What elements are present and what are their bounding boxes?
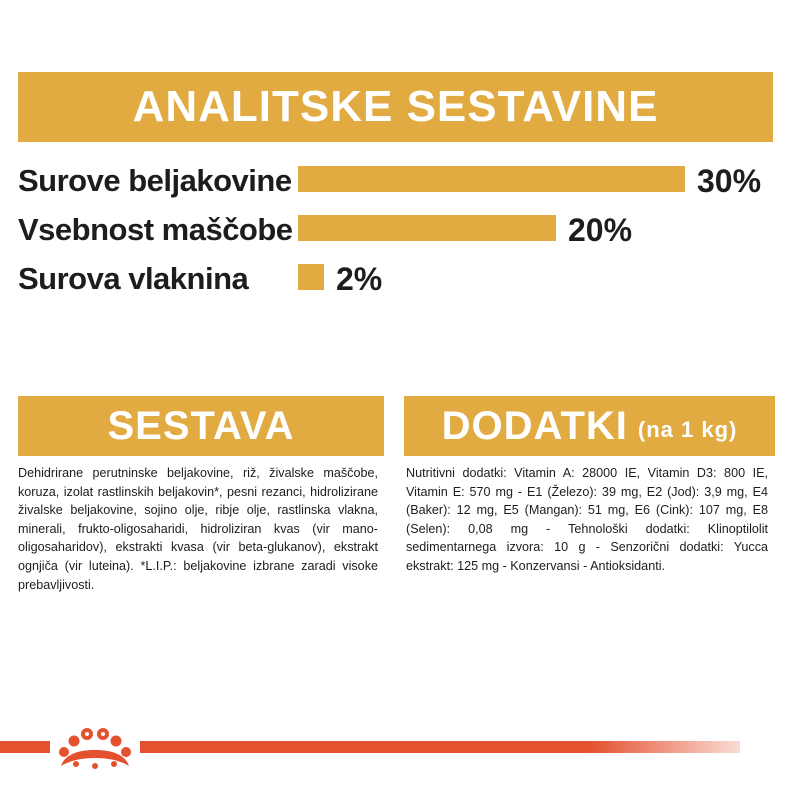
nutrient-bar xyxy=(298,215,556,241)
nutrient-row-fibre xyxy=(18,259,778,299)
footer-line-right xyxy=(140,741,740,753)
nutrient-row-fat xyxy=(18,210,778,250)
additives-title-banner xyxy=(404,396,775,456)
analysis-title-banner xyxy=(18,72,773,142)
composition-text: Dehidrirane perutninske beljakovine, riž, živalske maščobe, koruza, izolat rastlinskih beljakovin*, pesni rezanci, hidrolizirane živalske beljakovine, sojino olje, ribje olje, rastlinska vlakna, minerali, frukto-oligosaharidi, hidroliziran kvas (vir mano-oligosaharidov), ekstrakti kvasa (vir beta-glukanov), ekstrakt ognjiča (vir luteina). *L.I.P.: beljakovine izbrane zaradi visoke prebavljivosti. xyxy=(18,466,378,592)
additives-title-note: (na 1 kg) xyxy=(637,417,738,442)
nutrient-bar xyxy=(298,264,324,290)
additives-text: Nutritivni dodatki: Vitamin A: 28000 IE, Vitamin D3: 800 IE, Vitamin E: 570 mg - E1 (Železo): 39 mg, E2 (Jod): 3,9 mg, E4 (Baker): 12 mg, E5 (Mangan): 51 mg, E6 (Cink): 107 mg, E8 (Selen): 0,08 mg - Tehnološki dodatki: Klinoptilolit sedimentarnega izvora: 10 g - Senzorični dodatki: Yucca ekstrakt: 125 mg - Konzervansi - Antioksidanti. xyxy=(406,466,768,573)
nutrient-value: 20% xyxy=(568,212,633,248)
nutrient-row-protein xyxy=(18,161,778,201)
nutrient-label: Vsebnost maščobe xyxy=(18,212,293,247)
nutrient-label: Surove beljakovine xyxy=(18,163,292,198)
nutrient-label: Surova vlaknina xyxy=(18,261,249,296)
composition-title: SESTAVA xyxy=(107,403,295,448)
composition-title-banner xyxy=(18,396,384,456)
royal-canin-crown-icon xyxy=(55,722,135,774)
analysis-title: ANALITSKE SESTAVINE xyxy=(132,82,659,131)
additives-title: DODATKI xyxy=(441,403,628,448)
nutrient-value: 30% xyxy=(697,163,762,199)
nutrient-value: 2% xyxy=(336,261,383,297)
footer-line-left xyxy=(0,741,50,753)
nutrient-bar xyxy=(298,166,685,192)
